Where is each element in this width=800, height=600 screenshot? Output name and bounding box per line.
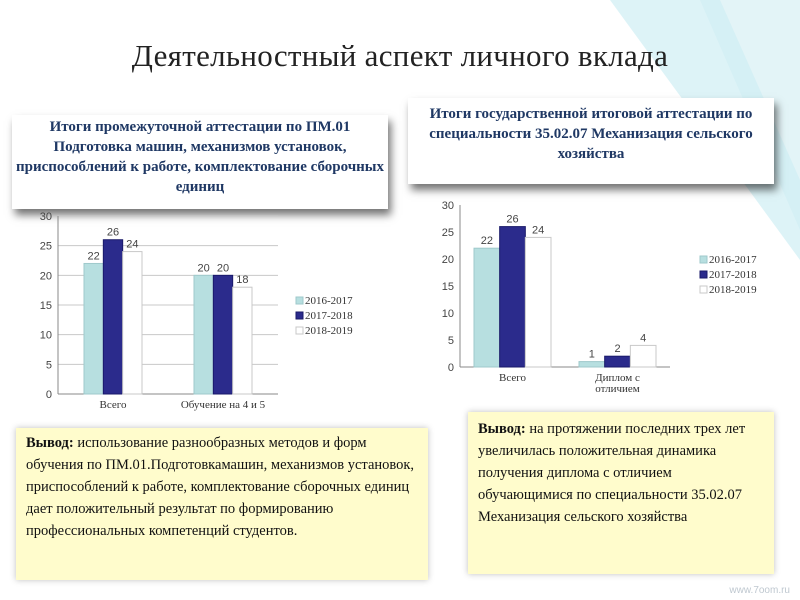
conclusion-right-label: Вывод: (478, 421, 526, 437)
y-tick-label: 5 (447, 335, 454, 347)
y-tick-label: 15 (441, 281, 454, 293)
y-tick-label: 0 (45, 389, 52, 401)
chart-state-attestation (420, 195, 790, 395)
x-tick-label: Обучение на 4 и 5 (180, 399, 266, 411)
x-tick-label: отличием (595, 383, 640, 395)
legend-label: 2018-2019 (305, 325, 353, 337)
y-tick-label: 10 (39, 329, 52, 342)
y-tick-label: 25 (441, 227, 454, 239)
y-tick-label: 30 (441, 200, 454, 212)
x-tick-label: Диплом с (595, 372, 640, 384)
bar (525, 237, 551, 367)
x-tick-label: Всего (99, 399, 127, 411)
legend-swatch (700, 271, 707, 278)
data-label: 4 (640, 332, 647, 345)
legend-label: 2018-2019 (709, 284, 757, 296)
conclusion-left (16, 428, 428, 580)
page-title: Деятельностный аспект личного вклада (131, 38, 669, 73)
conclusion-right (468, 412, 774, 574)
data-label: 18 (236, 274, 249, 287)
conclusion-left-text: использование разнообразных методов и форм обучения по ПМ.01.Подготовкамашин, механизмов установок, приспособлений к работе, комплектование сборочных единиц дает положительный результат по формированию профессиональных компетенций студентов. (26, 435, 415, 539)
y-tick-label: 20 (39, 270, 52, 283)
bar (605, 356, 631, 367)
bar (500, 227, 526, 367)
legend-swatch (296, 297, 303, 304)
data-label: 24 (532, 224, 545, 237)
data-label: 20 (197, 262, 210, 275)
legend-label: 2017-2018 (709, 269, 757, 281)
legend-swatch (700, 256, 707, 263)
y-tick-label: 5 (45, 359, 52, 372)
data-label: 26 (106, 226, 120, 239)
bar (630, 345, 656, 367)
bar (579, 362, 605, 367)
y-tick-label: 15 (39, 300, 52, 312)
data-label: 24 (126, 238, 139, 251)
data-label: 2 (614, 343, 621, 356)
y-tick-label: 20 (441, 254, 454, 266)
conclusion-left-label: Вывод: (26, 435, 74, 451)
bar (233, 287, 252, 394)
data-label: 26 (506, 213, 519, 226)
data-label: 22 (87, 250, 100, 263)
legend-label: 2017-2018 (305, 310, 353, 322)
legend-swatch (700, 286, 707, 293)
legend-label: 2016-2017 (305, 295, 353, 307)
conclusion-right-text: на протяжении последних трех лет увеличилась положительная динамика получения диплома с отличием обучающимися по специальности 35.02.07 Механизация сельского хозяйства (478, 421, 746, 525)
bar (213, 275, 232, 394)
y-tick-label: 25 (39, 240, 52, 253)
bar (84, 263, 103, 394)
data-label: 20 (216, 262, 230, 275)
y-tick-label: 10 (441, 308, 454, 320)
x-tick-label: Всего (499, 372, 526, 384)
y-tick-label: 0 (447, 362, 454, 374)
watermark: www.7oom.ru (729, 585, 790, 596)
bar (474, 248, 500, 367)
bar (194, 275, 213, 394)
legend-swatch (296, 312, 303, 319)
data-label: 1 (588, 348, 595, 361)
chart-intermediate-attestation (30, 208, 400, 420)
data-label: 22 (480, 235, 493, 248)
left-chart-heading: Итоги промежуточной аттестации по ПМ.01 Подготовка машин, механизмов установок, приспособлений к работе, комплектование сборочных единиц (12, 115, 388, 209)
legend-swatch (296, 327, 303, 334)
y-tick-label: 30 (39, 211, 52, 223)
right-chart-heading: Итоги государственной итоговой аттестации по специальности 35.02.07 Механизация сельского хозяйства (408, 98, 774, 184)
bar (103, 240, 122, 394)
legend-label: 2016-2017 (709, 254, 757, 266)
bar (123, 252, 142, 394)
